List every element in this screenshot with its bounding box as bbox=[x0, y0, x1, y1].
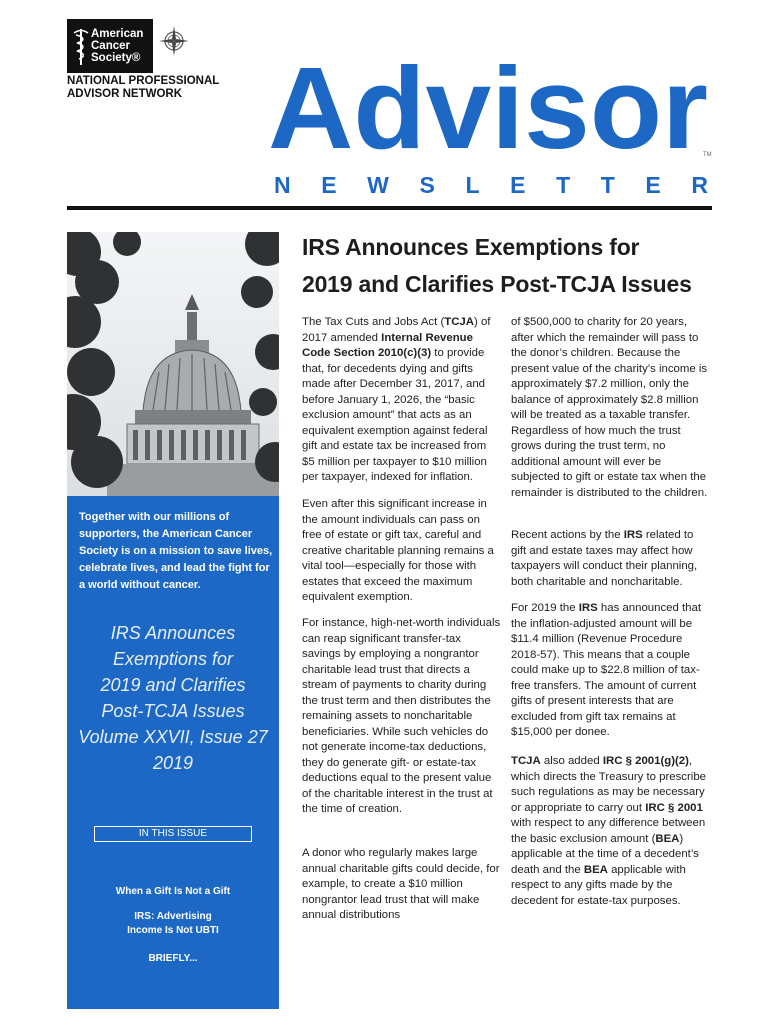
article-paragraph: TCJA also added IRC § 2001(g)(2), which directs the Treasury to prescribe such regulations as may be necessary or appropriate to carry out IRC § 2001 with respect to any difference between the basic exclusion amount (BEA) applicable at the time of a decedent’s death and the BEA applicable with respect to any gifts made by the decedent for estate-tax purposes. bbox=[511, 755, 706, 907]
article-paragraph: Recent actions by the IRS related to gift and estate taxes may affect how taxpayers will conduct their planning, both charitable and noncharitable. bbox=[511, 529, 698, 588]
capitol-dome-photo bbox=[67, 232, 279, 496]
svg-text:Advisor: Advisor bbox=[268, 52, 708, 164]
network-name: NATIONAL PROFESSIONAL ADVISOR NETWORK bbox=[67, 75, 220, 100]
article-headline: IRS Announces Exemptions for 2019 and Clarifies Post-TCJA Issues bbox=[302, 234, 692, 297]
issue-title: IRS Announces Exemptions for 2019 and Clarifies Post-TCJA Issues Volume XXVII, Issue 27 2019 bbox=[78, 623, 268, 773]
article-paragraph: For 2019 the IRS has announced that the inflation-adjusted amount will be $11.4 million (Revenue Procedure 2018-57). This means that a couple could make up to $22.8 million of tax-free transfers. The amount of current gifts of present interests that are excluded from gift tax remains at $15,000 per donee. bbox=[511, 602, 701, 738]
american-cancer-society-logo bbox=[67, 19, 153, 73]
header-rule bbox=[67, 206, 712, 210]
toc-item-ubti[interactable]: IRS: Advertising Income Is Not UBTI bbox=[127, 911, 219, 936]
logo-text: American Cancer Society® bbox=[91, 28, 144, 64]
article-paragraph: Even after this significant increase in the amount individuals can pass on free of estate or gift tax, careful and creative charitable planning remains a vital tool—especially for those with estates that exceed the maximum equivalent exemption. bbox=[302, 498, 494, 603]
newsletter-subtitle bbox=[272, 170, 712, 198]
in-this-issue-label: IN THIS ISSUE bbox=[94, 826, 252, 842]
article-paragraph: For instance, high-net-worth individuals can reap significant transfer-tax savings by employing a nongrantor charitable lead trust that directs a stream of payments to charity during the trust term and then distributes the remaining assets to noncharitable beneficiaries. While such vehicles do not generate income-tax deductions, they do generate gift- or estate-tax deductions equal to the present value of the charitable interest in the trust at the time of creation. bbox=[302, 617, 501, 815]
article-paragraph: The Tax Cuts and Jobs Act (TCJA) of 2017 amended Internal Revenue Code Section 2010(c)(3) to provide that, for decedents dying and gifts made after December 31, 2017, and before January 1, 2026, the “basic exclusion amount” that acts as an equivalent exemption against federal gift and estate tax be increased from $5 million per taxpayer to $10 million per taxpayer, indexed for inflation. bbox=[302, 316, 491, 483]
compass-rose-icon bbox=[159, 26, 189, 56]
mission-statement: Together with our millions of supporters, the American Cancer Society is on a mission to save lives, celebrate lives, and lead the fight for a world without cancer. bbox=[79, 511, 273, 591]
article-paragraph: of $500,000 to charity for 20 years, after which the remainder will pass to the donor’s children. Because the present value of the charity’s income is approximately $7.2 million, only the balance of approximately $2.8 million will be treated as a taxable transfer. Regardless of how much the trust grows during the trust term, no additional amount will ever be subjected to gift or estate tax when the remainder is distributed to the children. bbox=[511, 316, 708, 499]
toc-item-gift[interactable]: When a Gift Is Not a Gift bbox=[115, 886, 231, 897]
masthead-title bbox=[268, 52, 712, 164]
caduceus-icon bbox=[73, 27, 89, 67]
svg-text:NEWSLETTER: NEWSLETTER bbox=[274, 172, 708, 198]
toc-item-briefly[interactable]: BRIEFLY... bbox=[148, 953, 198, 964]
sidebar-panel bbox=[67, 496, 279, 1009]
article-paragraph: A donor who regularly makes large annual charitable gifts could decide, for example, to create a $10 million nongrantor lead trust that will make annual distributions bbox=[302, 847, 500, 921]
trademark-mark: TM bbox=[703, 152, 712, 158]
